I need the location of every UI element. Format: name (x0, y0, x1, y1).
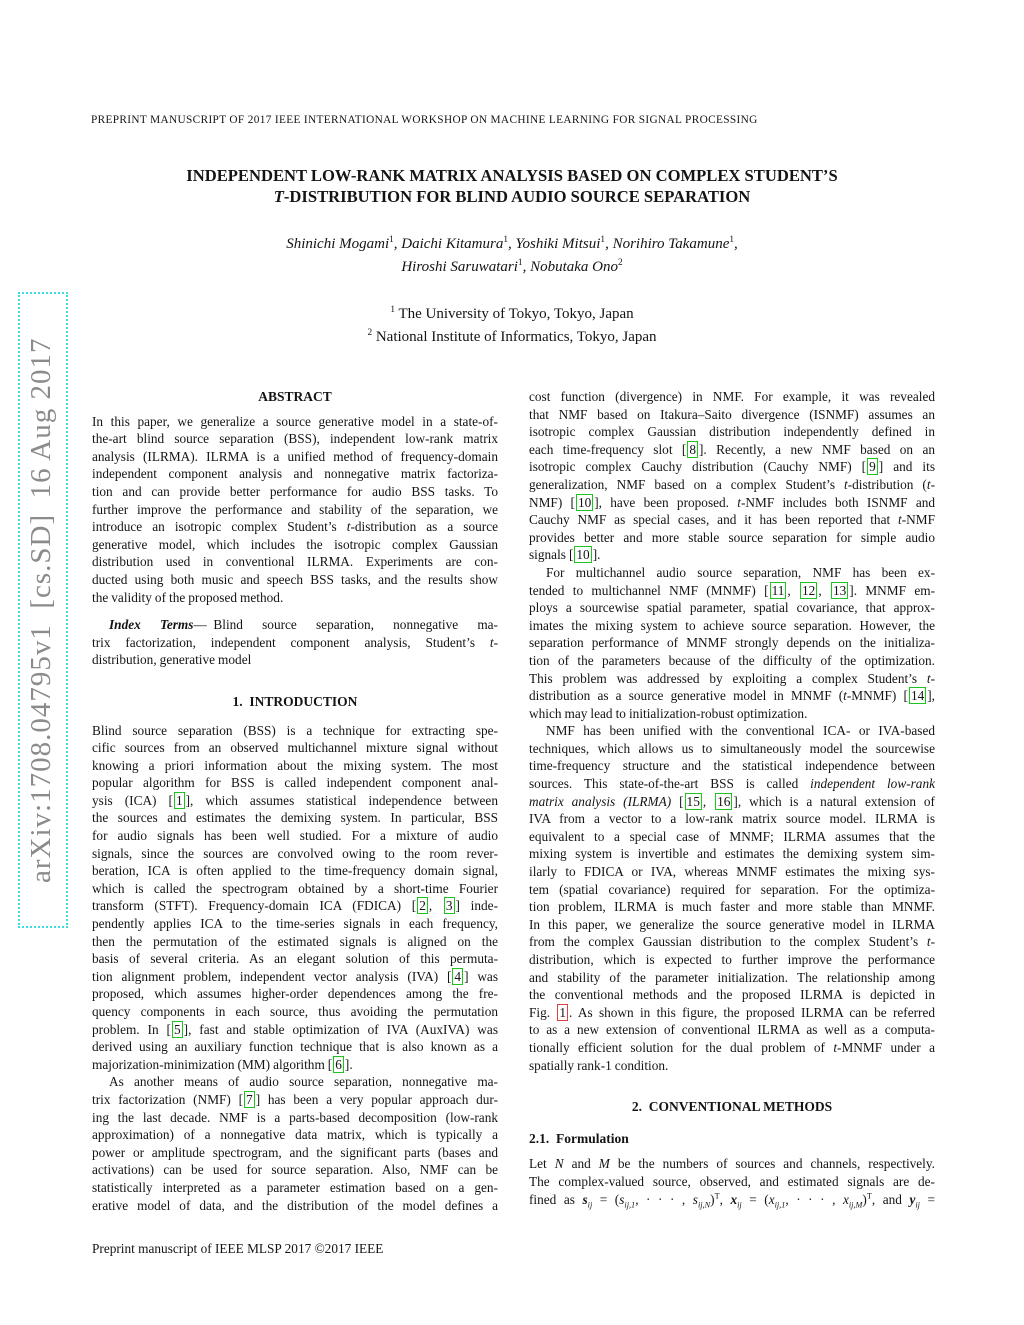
text-line: Cauchy NMF as special cases, and it has been reported that t-NMF (529, 512, 935, 528)
text-line: sources. This state-of-the-art BSS is called independent low-rank (529, 776, 935, 792)
text-line: generalization, NMF based on a complex Student’s t-distribution (t- (529, 476, 935, 492)
text-line: Blind source separation (BSS) is a technique for extracting spe- (92, 722, 498, 738)
text-line: the sources and estimates the demixing system. In particular, BSS (92, 810, 498, 826)
text-line: ysis (ICA) [ 1 ], which assumes statistical independence between (92, 792, 498, 808)
citation-link[interactable]: 5 (173, 1021, 181, 1037)
text-line: ducted using both music and speech BSS tasks, and the results show (92, 571, 498, 587)
text-line: derived using an auxiliary function technique that is also known as a (92, 1039, 498, 1055)
text-line: tem (spatial covariance) required for separation. For the optimiza- (529, 881, 935, 897)
section-2-heading: 2. CONVENTIONAL METHODS (631, 1099, 833, 1115)
text-line: problem. In [ 5 ], fast and stable optimization of IVA (AuxIVA) was (92, 1021, 498, 1037)
citation-link[interactable]: 4 (454, 968, 462, 984)
text-line: mixing system is invertible and estimates the demixing system sim- (529, 846, 935, 862)
text-line: to as a new extension of conventional ILRMA as well as a computa- (529, 1022, 935, 1038)
text-line: ilarly to FDICA or IVA, whereas MNMF estimates the mixing sys- (529, 864, 935, 880)
text-line: the validity of the proposed method. (92, 589, 284, 605)
formulation-paragraph (529, 1155, 935, 1208)
text-line: statistically interpreted as a parameter estimation based on a gen- (92, 1179, 498, 1195)
citation-link[interactable]: 10 (577, 494, 592, 510)
text-line: ploys a sourcewise spatial parameter, spatial covariance, that approx- (529, 600, 935, 616)
abstract-paragraph (92, 413, 498, 607)
text-line: tionally efficient solution for the dual problem of t-MNMF under a (529, 1039, 935, 1055)
text-line: distribution, generative model (92, 652, 252, 668)
text-line: separation performance of MNMF strongly depends on the initializa- (529, 635, 935, 651)
text-line: power or amplitude spectrogram, and the significant parts (bases and (92, 1144, 498, 1160)
authors-line-1: Shinichi Mogami$^1$, Daichi Kitamura$^1$, Yoshiki Mitsui$^1$, Norihiro Takamune$^1$, (286, 235, 738, 252)
left-column (92, 388, 498, 1214)
text-line: cific sources from an observed multichannel mixture signal without (92, 740, 498, 756)
right-paragraph-2 (529, 564, 935, 722)
arxiv-watermark-link[interactable]: arXiv:1708.04795v1 [cs.SD] 16 Aug 2017 (18, 292, 68, 928)
text-line: distribution, which is expected to further improve the performance (529, 952, 935, 967)
text-line: As another means of audio source separation, nonnegative ma- (109, 1074, 498, 1090)
text-line: time-frequency structure and the statistical independence between (529, 758, 935, 774)
text-line: The complex-valued source, observed, and estimated signals are de- (529, 1173, 935, 1189)
text-line: distribution as a source generative model in MNMF (t-MNMF) [ 14 ], (529, 688, 935, 704)
text-line: Fig. 1 . As shown in this figure, the proposed ILRMA can be referred (529, 1004, 936, 1020)
text-line: which is called the spectrogram obtained by a short-time Fourier (92, 880, 498, 896)
affiliation-2: $^2$ National Institute of Informatics, Tokyo, Japan (367, 328, 657, 346)
citation-link[interactable]: 10 (576, 547, 590, 563)
text-line: This problem was addressed by exploiting a complex Student’s t- (529, 670, 935, 686)
running-header: PREPRINT MANUSCRIPT OF 2017 IEEE INTERNATIONAL WORKSHOP ON MACHINE LEARNING FOR SIGNAL PROCESSING (91, 114, 758, 126)
citation-link[interactable]: 3 (445, 898, 453, 914)
text-line: transform (STFT). Frequency-domain ICA (FDICA) [ 2 , 3 ] inde- (92, 898, 498, 914)
text-line: approximation) of a nonnegative data matrix, which is typically a (92, 1127, 498, 1143)
text-line: isotropic complex Cauchy distribution (Cauchy NMF) [ 9 ] and its (529, 459, 935, 475)
text-line: the-art blind source separation (BSS), independent low-rank matrix (92, 431, 498, 447)
text-line: popular algorithm for BSS is called independent component anal- (92, 775, 498, 791)
authors-line-2: Hiroshi Saruwatari$^1$, Nobutaka Ono$^2$ (401, 258, 623, 276)
text-line: In this paper, we generalize the source generative model in ILRMA (529, 916, 935, 932)
text-line: the conventional methods and the proposed ILRMA is depicted in (529, 987, 935, 1003)
text-line: tion of the parameters because of the difficulty of the optimization. (529, 652, 935, 668)
citation-link[interactable]: 11 (771, 582, 785, 598)
footer-note: Preprint manuscript of IEEE MLSP 2017 ©2017 IEEE (92, 1241, 384, 1256)
text-line: trix factorization (NMF) [ 7 ] has been a very popular approach dur- (92, 1091, 498, 1107)
right-column (529, 388, 935, 1208)
affiliations (88, 303, 936, 350)
citation-link[interactable]: 15 (686, 793, 700, 809)
text-line: techniques, which allows us to simultaneously model the sourcewise (529, 740, 935, 756)
text-line: NMF has been unified with the conventional ICA- or IVA-based (546, 723, 935, 739)
citation-link[interactable]: 16 (717, 793, 731, 809)
figure-link[interactable]: 1 (559, 1004, 567, 1020)
citation-link[interactable]: 9 (869, 459, 876, 475)
text-line: Let N and M be the numbers of sources and channels, respectively. (529, 1156, 935, 1172)
index-terms-paragraph (92, 616, 498, 669)
right-paragraph-1 (529, 388, 935, 564)
text-line: equivalent to a special case of MNMF; ILRMA assumes that the (529, 828, 935, 844)
text-line: pendently applies ICA to the time-series signals in each frequency, (92, 916, 498, 932)
text-line: cost function (divergence) in NMF. For example, it was revealed (529, 389, 935, 404)
text-line: generative model, which includes the isotropic complex Gaussian (92, 536, 498, 552)
text-line: independent component analysis and nonnegative matrix factoriza- (92, 466, 498, 482)
text-line: trix factorization, independent component analysis, Student’s t- (92, 634, 498, 650)
text-line: isotropic complex Gaussian distribution independently defined in (529, 424, 935, 440)
text-line: imates the mixing system to achieve source separation. However, the (529, 617, 935, 633)
text-line: tion alignment problem, independent vector analysis (IVA) [ 4 ] was (92, 968, 498, 984)
text-line: proposed, which assumes higher-order dependences among the fre- (92, 986, 498, 1002)
text-line: activations) can be used for source separation. Also, NMF can be (92, 1162, 498, 1178)
text-line: analysis (ILRMA). ILRMA is a unified method of frequency-domain (92, 448, 498, 464)
text-line: and stability of the parameter initialization. The relationship among (529, 969, 935, 985)
intro-paragraph-1 (92, 722, 498, 1074)
text-line: tion problem, ILRMA is much faster and more stable than MNMF. (529, 899, 935, 915)
text-line: NMF) [ 10 ], have been proposed. t-NMF includes both ISNMF and (529, 494, 936, 510)
citation-link[interactable]: 8 (689, 441, 696, 457)
text-line: ing the last decade. NMF is a parts-based decomposition (low-rank (92, 1109, 498, 1125)
text-line: Index Terms— Blind source separation, nonnegative ma- (109, 617, 498, 633)
text-line: from the complex Gaussian distribution to the complex Student’s t- (529, 934, 935, 950)
author-list (88, 233, 936, 280)
affiliation-1: $^1$ The University of Tokyo, Tokyo, Japan (390, 305, 634, 322)
text-line: provides better and more stable source separation for simple audio (529, 529, 935, 545)
text-line: tended to multichannel NMF (MNMF) [ 11 , 12 , 13 ]. MNMF em- (529, 582, 935, 598)
paper-title (88, 165, 936, 207)
title-line-2: T-DISTRIBUTION FOR BLIND AUDIO SOURCE SEPARATION (273, 187, 751, 206)
text-line: erative model of data, and the distribution of the model defines a (92, 1197, 498, 1213)
text-line: spatially rank-1 condition. (529, 1057, 669, 1073)
right-paragraph-3 (529, 722, 935, 1074)
citation-link[interactable]: 7 (246, 1091, 253, 1107)
text-line: which may lead to initialization-robust optimization. (529, 705, 808, 721)
citation-link[interactable]: 14 (910, 688, 925, 704)
title-line-1: INDEPENDENT LOW-RANK MATRIX ANALYSIS BASED ON COMPLEX STUDENT’S (186, 166, 838, 185)
arxiv-watermark[interactable] (18, 292, 68, 924)
text-line: each time-frequency slot [ 8 ]. Recently, a new NMF based on an (529, 441, 935, 457)
subsection-2-1-heading: 2.1. Formulation (529, 1130, 629, 1146)
citation-link[interactable]: 6 (335, 1056, 342, 1072)
section-1-heading: 1. INTRODUCTION (232, 693, 358, 709)
citation-link[interactable]: 13 (832, 582, 847, 598)
text-line: further improve the performance and stability of the separation, we (92, 501, 498, 517)
text-line: for audio signals has been well studied. For a mixture of audio (92, 828, 498, 844)
text-line: knowing a priori information about the mixing system. The most (92, 757, 498, 773)
text-line: that NMF based on Itakura–Saito divergence (ISNMF) assumes an (529, 406, 935, 422)
text-line: signals, since the sources are convolved owing to the room rever- (92, 845, 498, 861)
text-line: For multichannel audio source separation, NMF has been ex- (546, 564, 935, 580)
text-line: then the permutation of the estimated signals is aligned on the (92, 933, 498, 949)
text-line: fined as $s_{ij} = (s_{ij,1}$, · · · , $s_{ij,N})^T$, $x_{ij} = (x_{ij,1}$, · · · , $x_{ij,M})^T$, and $y_{ij}$ = (529, 1191, 935, 1210)
text-line: beration, ICA is often applied to the time-frequency domain signal, (92, 863, 498, 879)
text-line: introduce an isotropic complex Student’s t-distribution as a source (92, 519, 498, 535)
text-line: In this paper, we generalize a source generative model in a state-of- (92, 413, 498, 429)
text-line: IVA from a vector to a low-rank matrix source model. ILRMA is (529, 811, 935, 827)
citation-link[interactable]: 1 (175, 792, 183, 808)
text-line: distribution used in conventional ILRMA. Experiments are con- (92, 554, 498, 570)
text-line: majorization-minimization (MM) algorithm [ 6 ]. (92, 1056, 353, 1072)
intro-paragraph-2 (92, 1073, 498, 1214)
text-line: quency components in each source, thus avoiding the permutation (92, 1004, 498, 1019)
text-line: tion and can provide better performance for audio BSS tasks. To (92, 483, 498, 499)
citation-link[interactable]: 2 (419, 898, 426, 914)
text-line: signals [ 10 ]. (529, 547, 601, 563)
text-line: matrix analysis (ILRMA) [ 15 , 16 ], which is a natural extension of (529, 793, 935, 809)
text-line: basis of several criteria. As an elegant solution of this permuta- (92, 951, 498, 967)
citation-link[interactable]: 12 (802, 582, 816, 598)
abstract-heading: ABSTRACT (258, 389, 332, 404)
